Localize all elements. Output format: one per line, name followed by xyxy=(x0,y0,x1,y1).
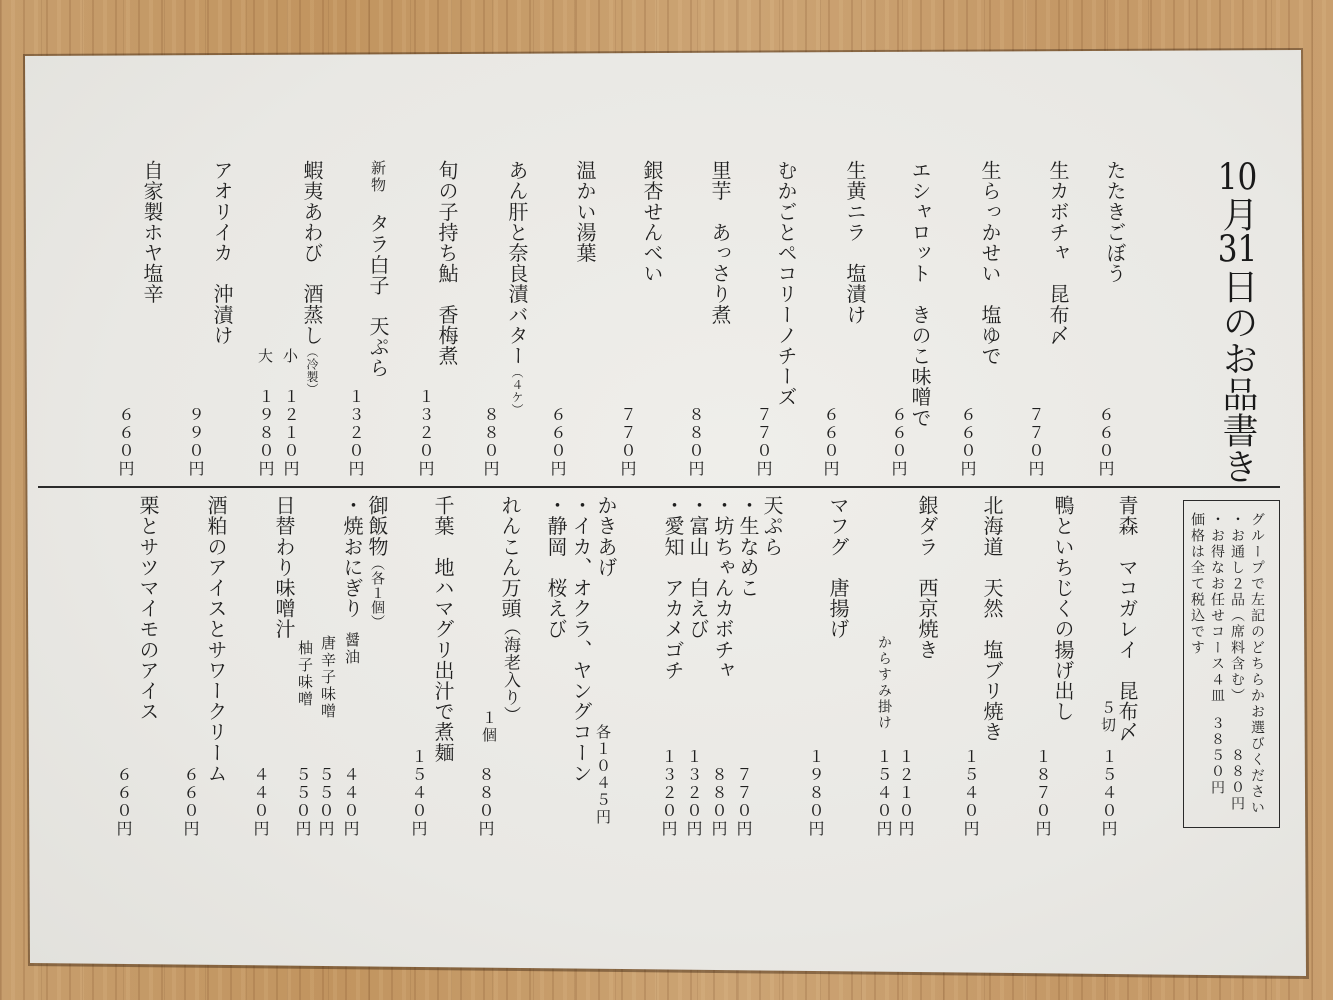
menu-item-price: １９８０円 xyxy=(256,388,275,478)
menu-item-price: １５４０円 xyxy=(874,748,893,838)
menu-item-note: （４ケ） xyxy=(510,366,524,416)
notice-option-price: ８８０円 xyxy=(1229,748,1245,812)
notice-heading: グループで左記のどちらかお選びください xyxy=(1249,512,1265,816)
menu-item-name: 温かい湯葉 xyxy=(573,160,597,263)
menu-item xyxy=(507,160,527,416)
menu-item-name: ・富山 白えび xyxy=(686,495,710,640)
menu-item-price: １９８０円 xyxy=(806,748,825,838)
menu-item-variant: からすみ掛け xyxy=(876,635,892,731)
menu-item-name: アオリイカ 沖漬け xyxy=(210,160,234,346)
menu-item-price: ５５０円 xyxy=(293,766,312,838)
menu-item-name: 北海道 天然 塩ブリ焼き xyxy=(980,495,1004,743)
menu-item-name: 銀ダラ 西京焼き xyxy=(915,495,939,660)
flavor-name: 醤油 xyxy=(343,632,361,666)
menu-item-name: 日替わり味噌汁 xyxy=(272,495,296,640)
menu-item-price: ６６０円 xyxy=(958,406,977,478)
menu-group-heading: かきあげ xyxy=(594,495,618,578)
menu-item-name: ・愛知 アカメゴチ xyxy=(661,495,685,681)
menu-item-name: ・生なめこ xyxy=(736,495,760,598)
menu-item-price: １８７０円 xyxy=(1033,748,1052,838)
menu-item-name: ・静岡 桜えび xyxy=(544,495,568,640)
notice-option: ・お通し２品（席料含む） xyxy=(1229,512,1245,704)
menu-item-price: １３２０円 xyxy=(416,388,435,478)
notice-option: ・お得なお任せコース４皿 xyxy=(1209,512,1225,704)
menu-group-title: 御飯物 xyxy=(365,495,389,557)
menu-item-name: マフグ 唐揚げ xyxy=(826,495,850,640)
menu-item-price: ８８０円 xyxy=(476,766,495,838)
menu-item-price: ８８０円 xyxy=(709,766,728,838)
menu-item-price: １２１０円 xyxy=(281,388,300,478)
section-divider xyxy=(38,486,1280,488)
menu-item-price: ６６０円 xyxy=(1096,406,1115,478)
menu-item xyxy=(302,160,322,395)
menu-group-note: （各１個） xyxy=(369,556,385,630)
menu-item-name: 酒粕のアイスとサワークリーム xyxy=(204,495,228,784)
menu-item-price: ５５０円 xyxy=(316,766,335,838)
menu-item-name: 鴨といちじくの揚げ出し xyxy=(1051,495,1075,722)
menu-group-heading: 天ぷら xyxy=(760,495,784,557)
menu-item-price: ６６０円 xyxy=(116,406,135,478)
menu-item-name: むかごとペコリーノチーズ xyxy=(774,160,798,408)
menu-title: 10月31日のお品書き xyxy=(1217,160,1258,484)
menu-item-name: 自家製ホヤ塩辛 xyxy=(140,160,164,305)
menu-item-price: １２１０円 xyxy=(896,748,915,838)
menu-item-price: ８８０円 xyxy=(481,406,500,478)
menu-group-heading xyxy=(367,495,387,629)
menu-item-price: １３２０円 xyxy=(684,748,703,838)
menu-item-name: 生黄ニラ 塩漬け xyxy=(843,160,867,325)
menu-item-name: タラ白子 天ぷら xyxy=(366,213,390,378)
menu-item-price: １５４０円 xyxy=(1099,748,1118,838)
menu-item-name: 生カボチャ 昆布〆 xyxy=(1046,160,1070,346)
menu-item-price: ７７０円 xyxy=(618,406,637,478)
menu-item-price: １３２０円 xyxy=(346,388,365,478)
menu-item-price: ４４０円 xyxy=(341,766,360,838)
menu-item-note: （海老入り） xyxy=(500,618,520,724)
menu-item-price: ６６０円 xyxy=(181,766,200,838)
menu-item-name: 銀杏せんべい xyxy=(640,160,664,284)
menu-item-price: １３２０円 xyxy=(659,748,678,838)
menu-item-note: （冷製） xyxy=(305,345,319,396)
flavor-name: 柚子味噌 xyxy=(296,640,314,708)
menu-item-note: ５切 xyxy=(1099,700,1117,734)
size-label-small: 小 xyxy=(281,348,299,365)
menu-item-price: 各１０４５円 xyxy=(594,724,612,826)
notice-option-price: ３８５０円 xyxy=(1209,716,1225,796)
menu-item-price: ７７０円 xyxy=(734,766,753,838)
menu-item-name: ・焼おにぎり xyxy=(340,495,364,619)
menu-item-name: エシャロット きのこ味噌で xyxy=(908,160,932,428)
menu-item-price: ６６０円 xyxy=(821,406,840,478)
menu-item-name: 栗とサツマイモのアイス xyxy=(136,495,160,722)
menu-item-price: １５４０円 xyxy=(409,748,428,838)
menu-item-name: 青森 マコガレイ 昆布〆 xyxy=(1115,495,1139,743)
size-label-large: 大 xyxy=(256,348,274,365)
menu-item-price: ６６０円 xyxy=(548,406,567,478)
menu-item-name: 旬の子持ち鮎 香梅煮 xyxy=(435,160,459,366)
menu-item-price: ７７０円 xyxy=(754,406,773,478)
menu-item-price: ７７０円 xyxy=(1026,406,1045,478)
menu-item-prefix: 新物 xyxy=(369,160,387,194)
menu-item-name: ・坊ちゃんカボチャ xyxy=(711,495,735,681)
menu-item-price: ９９０円 xyxy=(186,406,205,478)
menu-item-name: あん肝と奈良漬バター xyxy=(505,160,529,366)
menu-item-name: れんこん万頭 xyxy=(498,495,522,619)
menu-item-name: 生らっかせい 塩ゆで xyxy=(978,160,1002,366)
menu-item-price: ４４０円 xyxy=(251,766,270,838)
menu-item-price: ６６０円 xyxy=(114,766,133,838)
menu-item-name: 蝦夷あわび 酒蒸し xyxy=(300,160,324,346)
menu-item-unit: １個 xyxy=(480,710,498,744)
menu-item xyxy=(500,495,520,724)
menu-item-name: 里芋 あっさり煮 xyxy=(708,160,732,325)
menu-item-price: ６６０円 xyxy=(889,406,908,478)
menu-item-name: ・イカ、オクラ、ヤングコーン xyxy=(569,495,593,784)
menu-item-name: たたきごぼう xyxy=(1103,160,1127,284)
menu-item-price: ８８０円 xyxy=(686,406,705,478)
menu-item-name: 千葉 地ハマグリ出汁で煮麺 xyxy=(431,495,455,763)
menu-item-price: １５４０円 xyxy=(961,748,980,838)
flavor-name: 唐辛子味噌 xyxy=(319,635,337,720)
tax-note: 価格は全て税込です xyxy=(1189,512,1205,656)
